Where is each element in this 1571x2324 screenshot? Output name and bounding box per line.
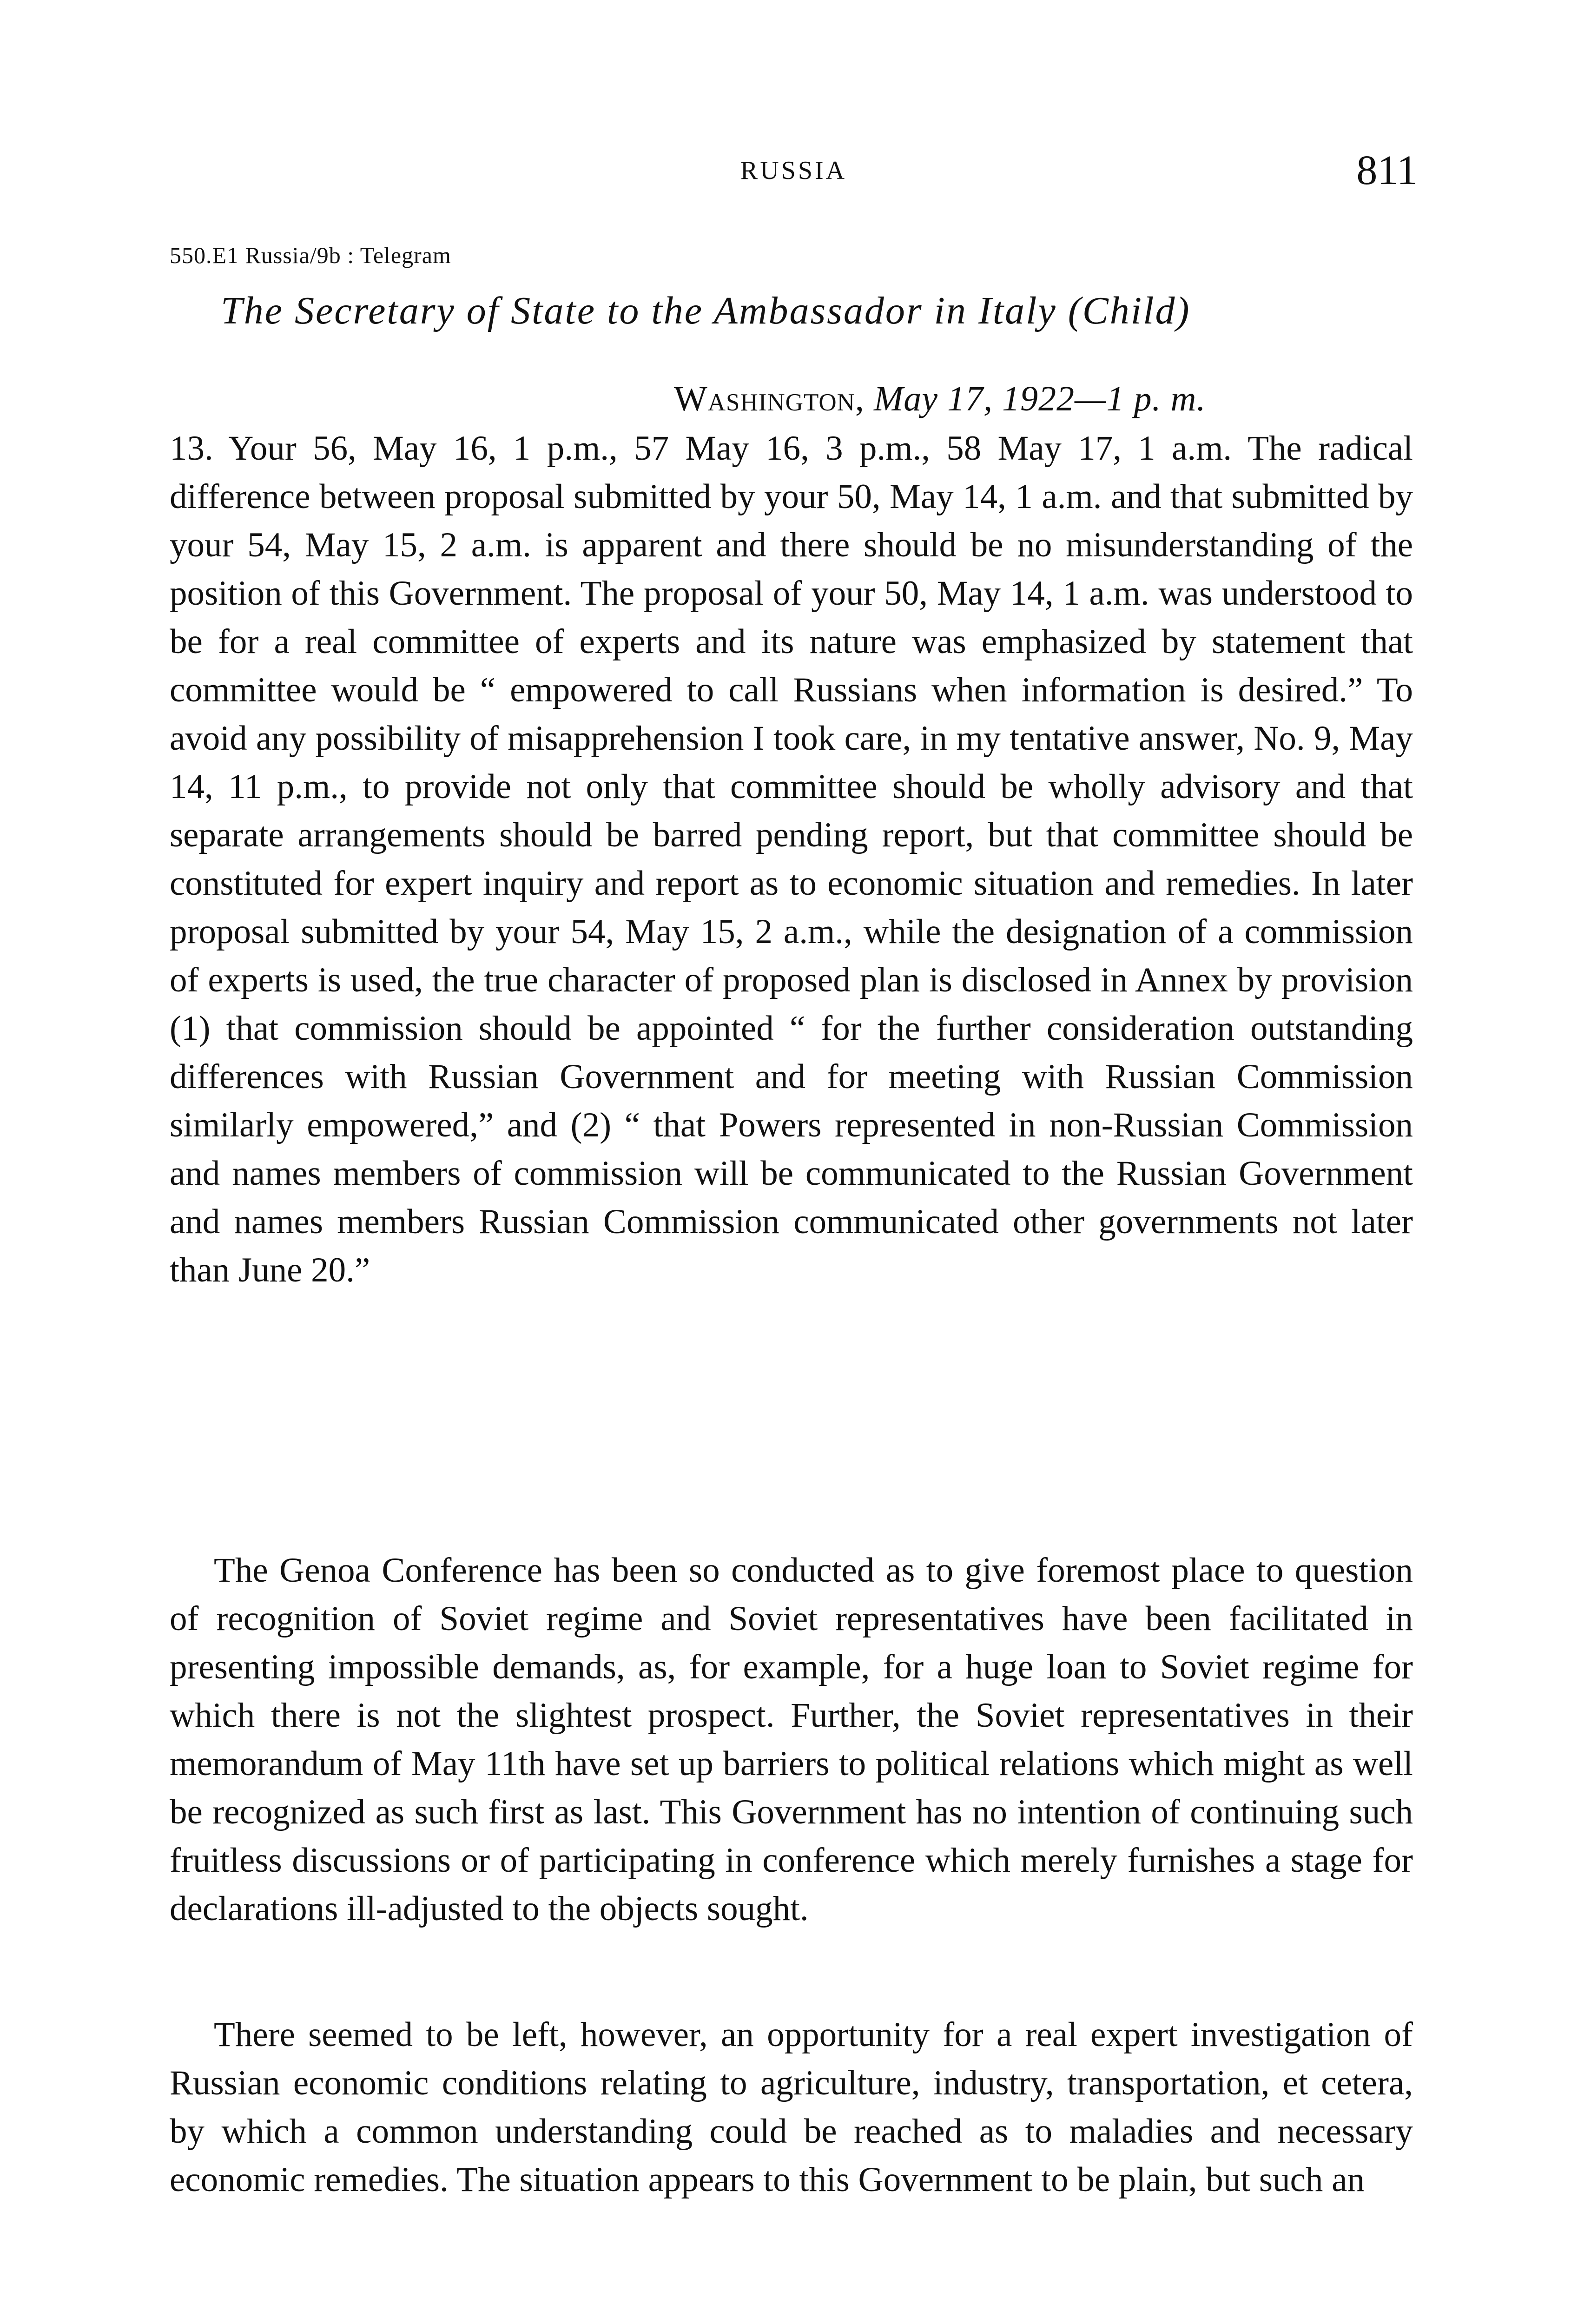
document-title: The Secretary of State to the Ambassador in Italy (Child) <box>221 289 1191 332</box>
paragraph: The Genoa Conference has been so conducted as to give foremost place to question of recognition of Soviet regime and Soviet representatives have been facilitated in presenting impossible demands, as, for example, for a huge loan to Soviet regime for which there is not the slightest prospect. Further, the Soviet representatives in their memorandum of May 11th have set up barriers to political relations which might as well be recognized as such first as last. This Government has no intention of continuing such fruitless discussions or of participating in conference which merely furnishes a stage for declarations ill-adjusted to the objects sought. <box>170 1551 1413 1928</box>
page-header <box>170 147 1418 207</box>
file-reference: 550.E1 Russia/9b : Telegram <box>170 242 451 268</box>
page-number: 811 <box>1356 147 1418 193</box>
paragraph: There seemed to be left, however, an opportunity for a real expert investigation of Russian economic conditions relating to agriculture, industry, transportation, et cetera, by which a common understanding could be reached as to maladies and necessary economic remedies. The situation appears to this Government to be plain, but such an <box>170 2015 1413 2199</box>
dateline-place: Washington, <box>674 379 865 418</box>
paragraph: 13. Your 56, May 16, 1 p.m., 57 May 16, 3 p.m., 58 May 17, 1 a.m. The radical difference between proposal submitted by your 50, May 14, 1 a.m. and that submitted by your 54, May 15, 2 a.m. is apparent and there should be no misunderstanding of the position of this Government. The proposal of your 50, May 14, 1 a.m. was understood to be for a real committee of experts and its nature was emphasized by statement that committee would be “ empowered to call Russians when information is desired.” To avoid any possibility of misapprehension I took care, in my tentative answer, No. 9, May 14, 11 p.m., to provide not only that committee should be wholly advisory and that separate arrangements should be barred pending report, but that committee should be constituted for expert inquiry and report as to economic situation and remedies. In later proposal submitted by your 54, May 15, 2 a.m., while the designation of a commission of experts is used, the true character of proposed plan is disclosed in Annex by provision (1) that commission should be appointed “ for the further consideration outstanding differences with Russian Government and for meeting with Russian Commission similarly empowered,” and (2) “ that Powers represented in non-Russian Commission and names members of commission will be communicated to the Russian Government and names members Russian Commission communicated other governments not later than June 20.” <box>170 429 1413 1289</box>
running-head: RUSSIA <box>740 156 847 185</box>
dateline-date: May 17, 1922—1 p. m. <box>873 379 1206 418</box>
dateline <box>674 379 1206 419</box>
